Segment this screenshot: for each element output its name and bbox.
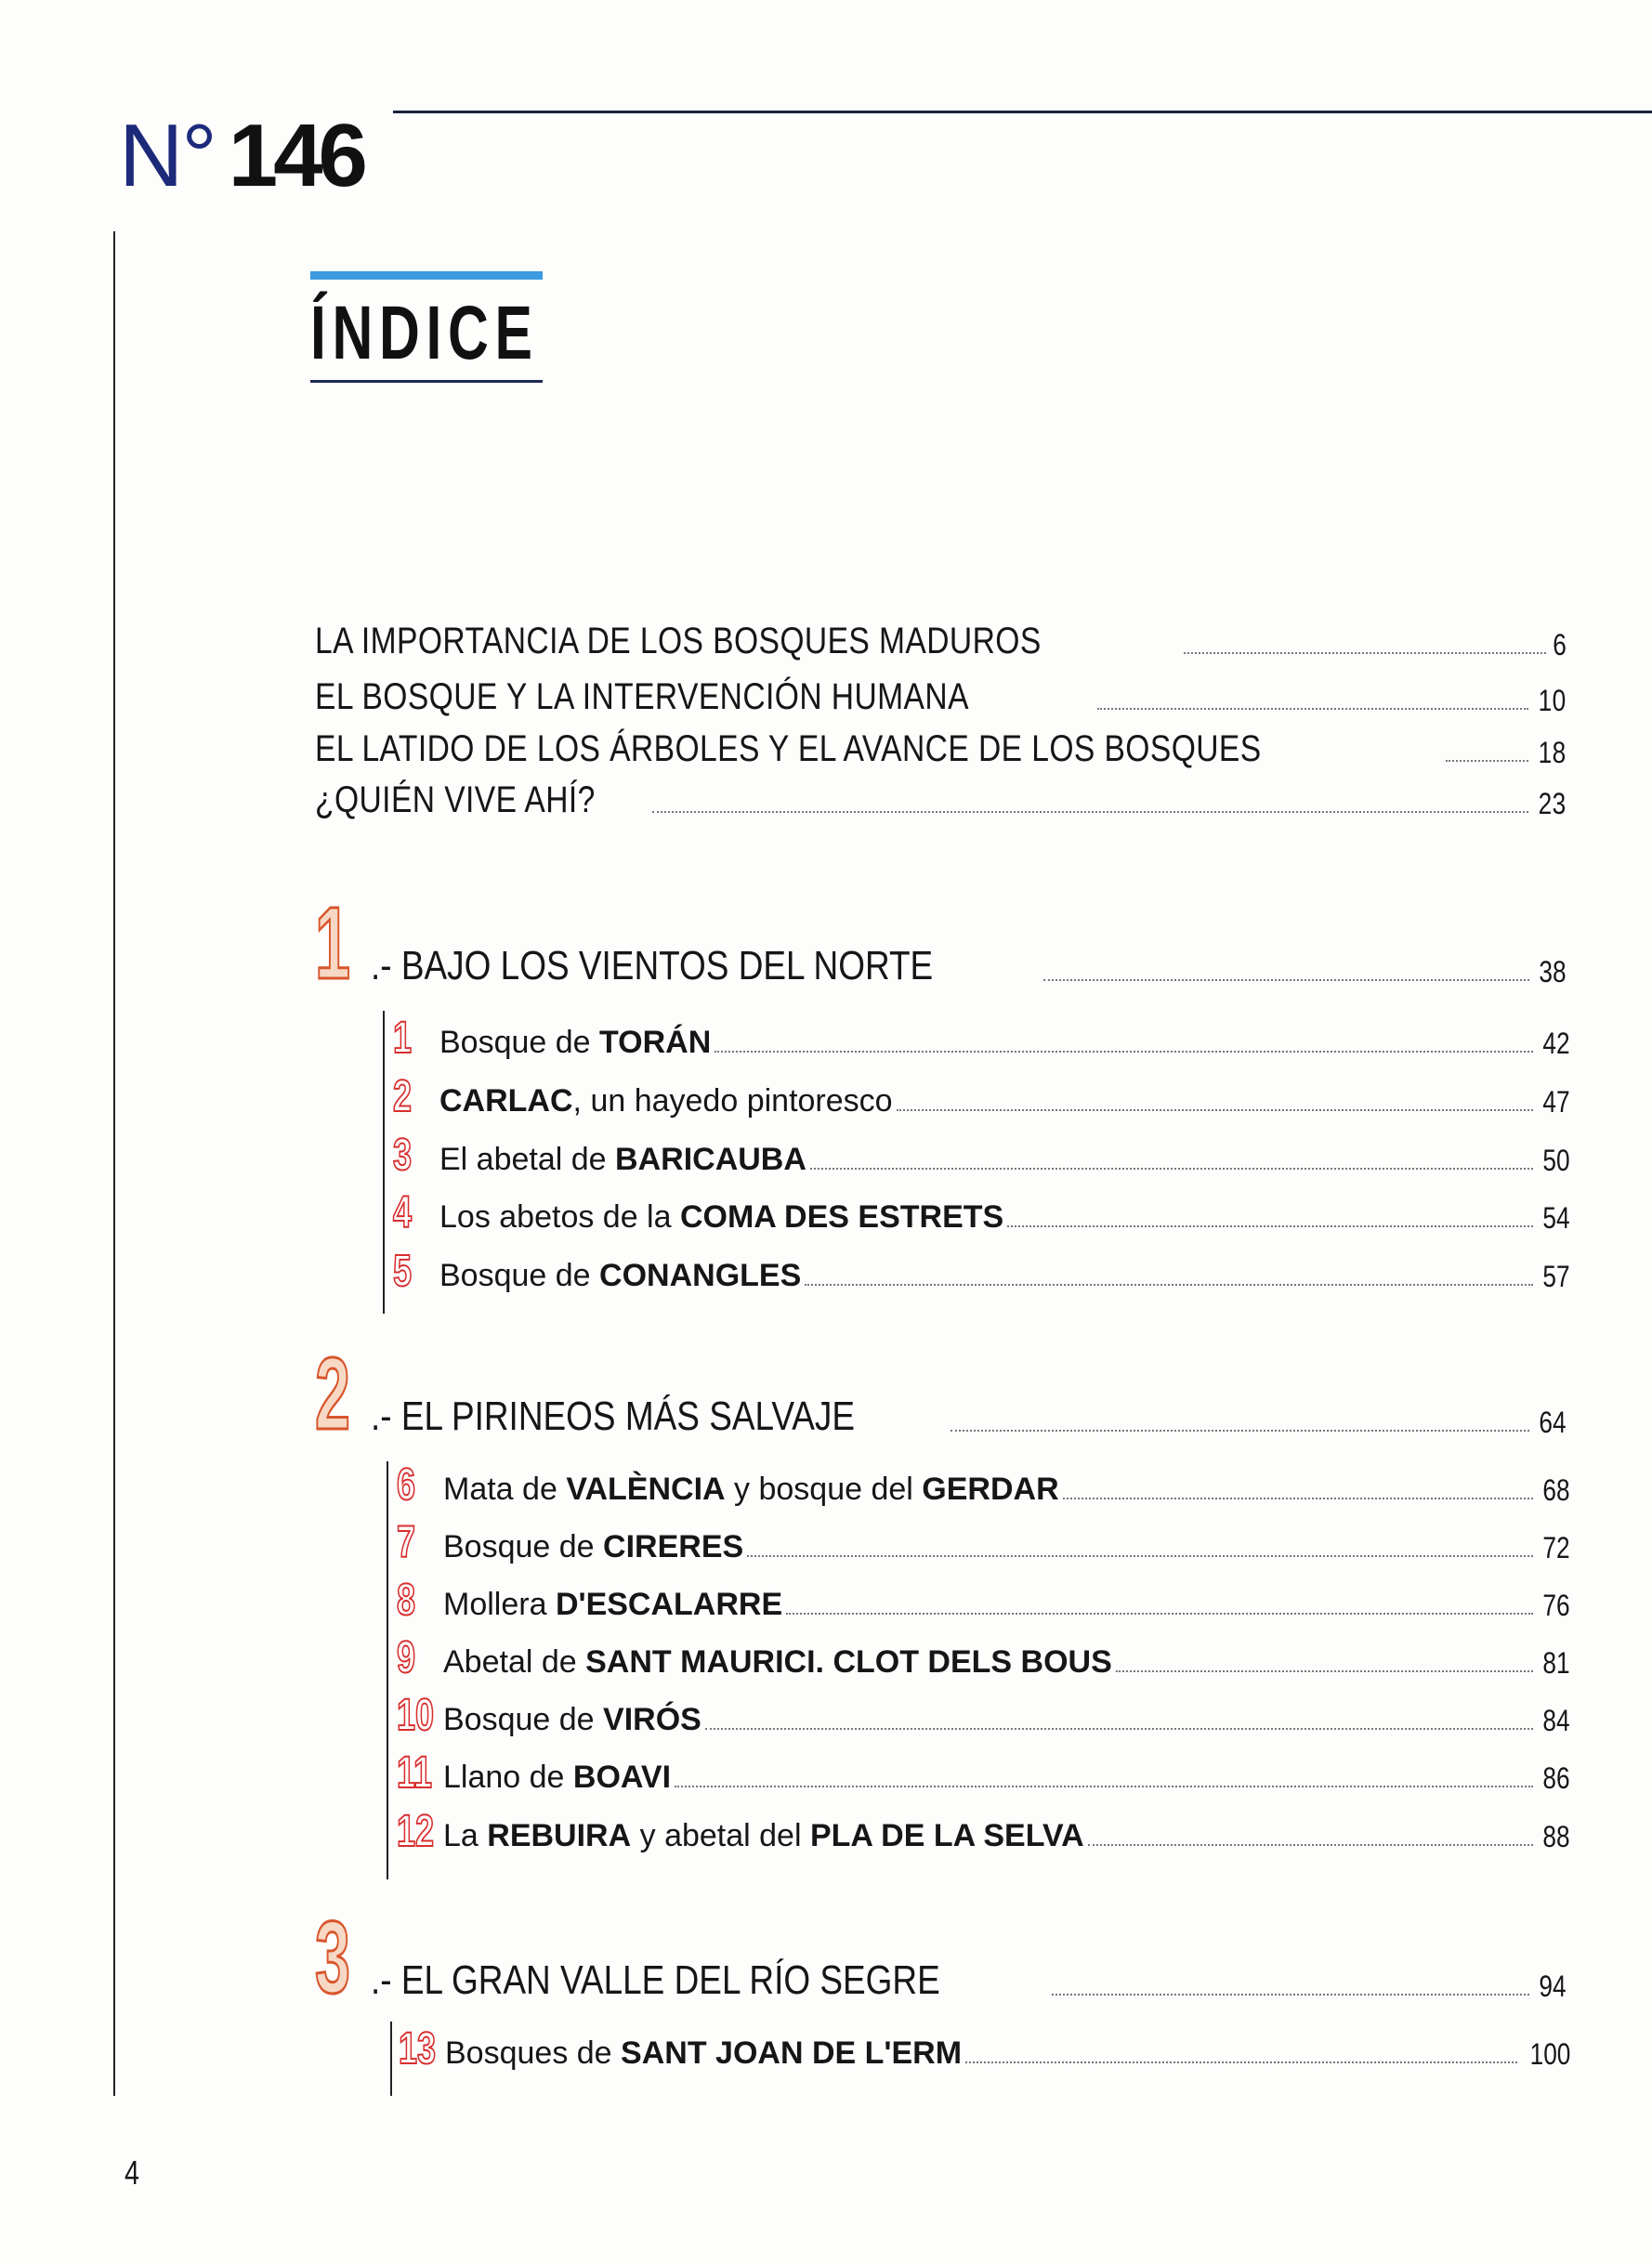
item-title-bold: SANT MAURICI. CLOT DELS BOUS bbox=[585, 1644, 1112, 1680]
item-number-badge: 12 bbox=[397, 1807, 435, 1856]
dot-leader bbox=[1446, 760, 1529, 762]
page-ref: 76 bbox=[1542, 1589, 1570, 1622]
item-title-bold: D'ESCALARRE bbox=[555, 1587, 783, 1622]
item-number-badge: 3 bbox=[393, 1131, 413, 1180]
top-rule bbox=[393, 111, 1652, 113]
issue-number bbox=[119, 106, 363, 205]
toc-section-3[interactable] bbox=[315, 1901, 1567, 2015]
dot-leader bbox=[786, 1613, 1533, 1615]
item-title-bold: PLA DE LA SELVA bbox=[809, 1818, 1084, 1853]
toc-item[interactable] bbox=[397, 1518, 1570, 1567]
dot-leader bbox=[897, 1109, 1534, 1111]
toc-intro-entry[interactable] bbox=[315, 779, 1567, 821]
toc-item[interactable] bbox=[393, 1188, 1570, 1237]
item-title bbox=[439, 1083, 893, 1119]
item-title-text: Llano de bbox=[443, 1760, 573, 1795]
item-title-text: Abetal de bbox=[443, 1644, 586, 1680]
toc-item[interactable] bbox=[393, 1133, 1570, 1178]
item-title bbox=[439, 1142, 806, 1178]
dot-leader bbox=[1043, 979, 1529, 981]
item-title-bold: VIRÓS bbox=[603, 1702, 701, 1737]
dot-leader bbox=[805, 1284, 1533, 1286]
left-margin-rule bbox=[113, 231, 115, 2096]
item-title-text: Bosque de bbox=[439, 1258, 600, 1293]
item-title-bold: CARLAC bbox=[439, 1083, 573, 1119]
page-ref: 84 bbox=[1542, 1704, 1570, 1737]
item-title-bold: BOAVI bbox=[572, 1760, 672, 1795]
dot-leader bbox=[1063, 1498, 1534, 1499]
page-ref: 54 bbox=[1542, 1201, 1570, 1235]
item-title bbox=[439, 1258, 801, 1294]
page-ref: 42 bbox=[1542, 1027, 1570, 1060]
section-number-badge: 2 bbox=[315, 1337, 350, 1451]
item-title-text: , un hayedo pintoresco bbox=[572, 1083, 893, 1119]
dot-leader bbox=[652, 811, 1528, 813]
page-number: 4 bbox=[125, 2153, 140, 2192]
entry-title: ¿QUIÉN VIVE AHÍ? bbox=[315, 779, 596, 820]
item-title-text: Bosque de bbox=[443, 1529, 604, 1564]
item-title-bold: SANT JOAN DE L'ERM bbox=[621, 2035, 963, 2071]
toc-item[interactable] bbox=[397, 1691, 1570, 1740]
section-title: .- EL PIRINEOS MÁS SALVAJE bbox=[371, 1394, 856, 1439]
entry-title: EL BOSQUE Y LA INTERVENCIÓN HUMANA bbox=[315, 676, 969, 717]
item-number-badge: 6 bbox=[397, 1460, 416, 1510]
page-ref: 6 bbox=[1552, 628, 1567, 661]
page-ref: 88 bbox=[1542, 1820, 1570, 1853]
item-number-badge: 1 bbox=[393, 1014, 413, 1063]
page-title: ÍNDICE bbox=[310, 291, 539, 375]
item-title bbox=[439, 1199, 1003, 1236]
dot-leader bbox=[1052, 1994, 1529, 1996]
page-ref: 100 bbox=[1529, 2037, 1570, 2071]
item-title bbox=[443, 1760, 671, 1796]
item-title bbox=[443, 1644, 1112, 1681]
page-ref: 10 bbox=[1538, 684, 1567, 717]
toc-item[interactable] bbox=[397, 1807, 1570, 1856]
page-ref: 94 bbox=[1539, 1970, 1567, 2003]
dot-leader bbox=[951, 1430, 1529, 1432]
page-ref: 23 bbox=[1538, 787, 1567, 820]
item-title bbox=[443, 1587, 782, 1623]
entry-title: LA IMPORTANCIA DE LOS BOSQUES MADUROS bbox=[315, 621, 1042, 661]
item-title-bold: TORÁN bbox=[599, 1025, 712, 1060]
item-title-bold: COMA DES ESTRETS bbox=[679, 1199, 1004, 1235]
item-title bbox=[443, 1702, 701, 1738]
title-underline bbox=[310, 380, 543, 383]
toc-item[interactable] bbox=[397, 1633, 1570, 1682]
toc-item[interactable] bbox=[393, 1072, 1570, 1121]
page-ref: 64 bbox=[1539, 1406, 1567, 1439]
section-number-badge: 1 bbox=[315, 886, 350, 1001]
issue-prefix: N° bbox=[119, 106, 216, 205]
page-ref: 68 bbox=[1542, 1473, 1570, 1507]
dot-leader bbox=[747, 1555, 1533, 1557]
title-accent-bar bbox=[310, 271, 543, 280]
toc-item[interactable] bbox=[397, 1748, 1570, 1798]
toc-intro-entry[interactable] bbox=[315, 676, 1567, 718]
toc-intro-entry[interactable] bbox=[315, 728, 1567, 770]
toc-item[interactable] bbox=[399, 2024, 1570, 2074]
dot-leader bbox=[1088, 1844, 1534, 1846]
item-title-bold: VALÈNCIA bbox=[566, 1472, 726, 1507]
item-number-badge: 7 bbox=[397, 1518, 416, 1567]
item-title-bold: REBUIRA bbox=[487, 1818, 632, 1853]
dot-leader bbox=[1184, 652, 1546, 654]
item-title-bold: CIRERES bbox=[603, 1529, 744, 1564]
page-ref: 47 bbox=[1542, 1085, 1570, 1119]
dot-leader bbox=[1116, 1670, 1534, 1672]
issue-value: 146 bbox=[228, 106, 363, 205]
item-number-badge: 11 bbox=[397, 1748, 433, 1798]
item-number-badge: 5 bbox=[393, 1247, 413, 1296]
item-title-text: y bosque del bbox=[725, 1472, 923, 1507]
section-bracket-rule bbox=[390, 2022, 392, 2096]
entry-title: EL LATIDO DE LOS ÁRBOLES Y EL AVANCE DE LOS BOSQUES bbox=[315, 728, 1262, 769]
dot-leader bbox=[1007, 1225, 1533, 1227]
item-title-bold: BARICAUBA bbox=[615, 1142, 806, 1177]
toc-item[interactable] bbox=[397, 1460, 1570, 1510]
item-title-text: Mata de bbox=[443, 1472, 567, 1507]
section-number-badge: 3 bbox=[315, 1901, 350, 2015]
toc-item[interactable] bbox=[393, 1016, 1570, 1061]
item-title-bold: CONANGLES bbox=[599, 1258, 802, 1293]
item-title bbox=[443, 1818, 1084, 1854]
item-number-badge: 4 bbox=[393, 1188, 413, 1237]
section-title: .- EL GRAN VALLE DEL RÍO SEGRE bbox=[371, 1957, 940, 2003]
page-ref: 72 bbox=[1542, 1531, 1570, 1564]
page-ref: 38 bbox=[1539, 955, 1567, 988]
page-ref: 81 bbox=[1542, 1646, 1570, 1680]
page-ref: 57 bbox=[1542, 1260, 1570, 1293]
section-bracket-rule bbox=[383, 1011, 385, 1314]
toc-section-1[interactable] bbox=[315, 886, 1567, 1001]
dot-leader bbox=[715, 1051, 1533, 1053]
item-title-text: Bosque de bbox=[439, 1025, 600, 1060]
dot-leader bbox=[1097, 708, 1528, 710]
dot-leader bbox=[965, 2061, 1517, 2063]
toc-item[interactable] bbox=[393, 1247, 1570, 1296]
item-title bbox=[443, 1472, 1059, 1508]
page-ref: 86 bbox=[1542, 1761, 1570, 1795]
item-number-badge: 9 bbox=[397, 1633, 416, 1682]
item-title-text: Bosque de bbox=[443, 1702, 604, 1737]
item-title-text: y abetal del bbox=[631, 1818, 810, 1853]
item-title bbox=[439, 1025, 711, 1061]
page-ref: 50 bbox=[1542, 1144, 1570, 1177]
dot-leader bbox=[675, 1786, 1533, 1787]
item-number-badge: 2 bbox=[393, 1072, 413, 1121]
page-ref: 18 bbox=[1538, 736, 1567, 769]
dot-leader bbox=[705, 1728, 1534, 1730]
item-title-text: La bbox=[443, 1818, 488, 1853]
item-title-text: Bosques de bbox=[445, 2035, 622, 2071]
toc-intro-entry[interactable] bbox=[315, 621, 1567, 662]
toc-section-2[interactable] bbox=[315, 1337, 1567, 1451]
dot-leader bbox=[810, 1168, 1533, 1170]
item-number-badge: 13 bbox=[399, 2024, 437, 2074]
item-title-bold: GERDAR bbox=[922, 1472, 1059, 1507]
item-title-text: Los abetos de la bbox=[439, 1199, 680, 1235]
item-title bbox=[443, 1529, 743, 1565]
item-title-text: Mollera bbox=[443, 1587, 556, 1622]
item-number-badge: 10 bbox=[397, 1691, 435, 1740]
item-title bbox=[445, 2035, 962, 2072]
item-number-badge: 8 bbox=[397, 1576, 416, 1625]
toc-item[interactable] bbox=[397, 1578, 1570, 1623]
section-title: .- BAJO LOS VIENTOS DEL NORTE bbox=[371, 943, 934, 988]
item-title-text: El abetal de bbox=[439, 1142, 616, 1177]
section-bracket-rule bbox=[387, 1461, 388, 1879]
